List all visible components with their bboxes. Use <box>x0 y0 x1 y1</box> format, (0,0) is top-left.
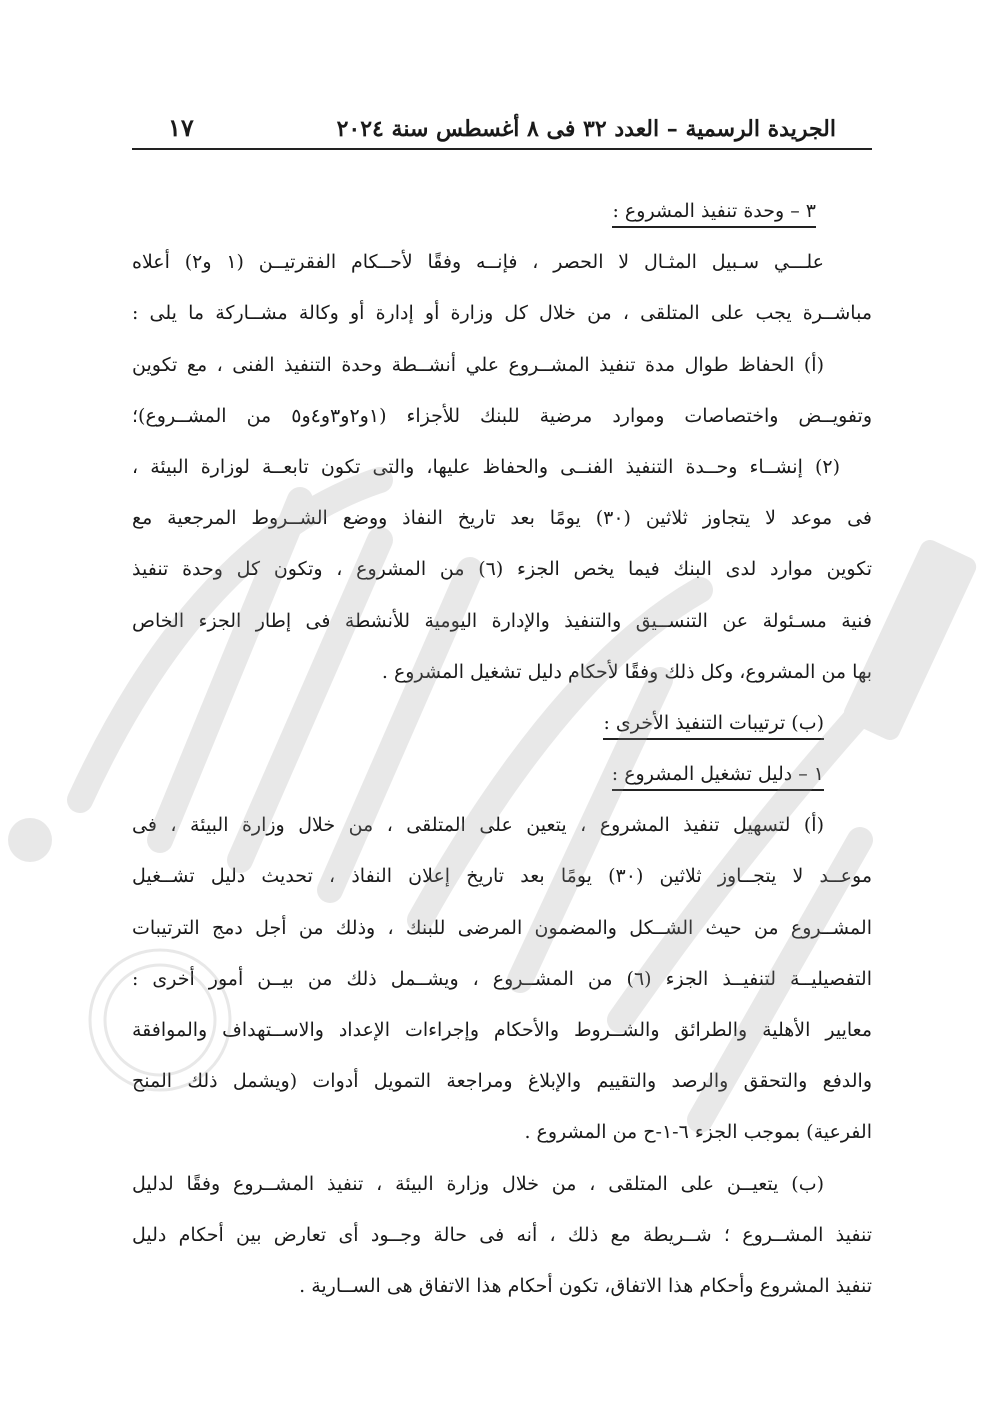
watermark-dot <box>8 818 52 862</box>
gazette-title: الجريدة الرسمية – العدد ٣٢ فى ٨ أغسطس سنة ٢٠٢٤ <box>336 116 836 142</box>
text-line: (أ) الحفاظ طوال مدة تنفيذ المشــروع علي أنشــطة وحدة التنفيذ الفنى ، مع تكوين <box>132 353 824 376</box>
text-line: (أ) لتسهيل تنفيذ المشروع ، يتعين على المتلقى ، من خلال وزارة البيئة ، فى <box>132 814 824 837</box>
heading-text: (ب) ترتيبات التنفيذ الأخرى : <box>603 712 824 740</box>
body-text <box>132 186 872 1312</box>
text-line: تكوين موارد لدى البنك فيما يخص الجزء (٦) من المشروع ، وتكون كل وحدة تنفيذ <box>132 558 872 581</box>
text-line: تنفيذ المشروع وأحكام هذا الاتفاق، تكون أحكام هذا الاتفاق هى الســارية . <box>299 1274 872 1297</box>
page-number: ١٧ <box>168 113 194 142</box>
text-line: علـــي سـبيل المثـال لا الحصر ، فإنــه وفقًا لأحــكام الفقرتيــن (١ و٢) أعلاه <box>132 251 824 274</box>
text-line: فى موعد لا يتجاوز ثلاثين (٣٠) يومًا بعد تاريخ النفاذ ووضع الشــروط المرجعية مع <box>132 507 872 530</box>
text-line: وتفويــض واختصاصات وموارد مرضية للبنك للأجزاء (١و٢و٣و٤و٥ من المشــروع)؛ <box>132 404 872 427</box>
heading-text: ٣ – وحدة تنفيذ المشروع : <box>612 200 816 228</box>
text-line: معايير الأهلية والطرائق والشــروط والأحكام وإجراءات الإعداد والاســتهداف والموافقة <box>132 1019 872 1041</box>
text-line: فنية مسـئولة عن التنســيق والتنفيذ والإدارة اليومية للأنشطة فى إطار الجزء الخاص <box>132 609 872 632</box>
document-page <box>132 108 872 1328</box>
text-line: المشــروع من حيث الشــكل والمضمون المرضى للبنك ، وذلك من أجل دمج الترتيبات <box>132 916 872 939</box>
page-header <box>132 108 872 150</box>
text-line: والدفع والتحقق والرصد والتقييم والإبلاغ ومراجعة التمويل أدوات (ويشمل ذلك المنح <box>132 1070 872 1093</box>
text-line: موعــد لا يتجــاوز ثلاثين (٣٠) يومًا بعد تاريخ إعلان النفاذ ، تحديث دليل تشــغيل <box>132 865 872 888</box>
text-line: (ب) يتعيــن على المتلقى ، من خلال وزارة البيئة ، تنفيذ المشــروع وفقًا لدليل <box>132 1172 824 1195</box>
text-line: تنفيذ المشــروع ؛ شــريطة مع ذلك ، أنه فى حالة وجــود أى تعارض بين أحكام دليل <box>132 1223 872 1246</box>
subsection-heading <box>132 749 872 800</box>
subsection-heading <box>132 698 872 749</box>
text-line: (٢) إنشــاء وحــدة التنفيذ الفنــى والحفاظ عليها، والتى تكون تابعــة لوزارة البيئة ، <box>132 455 840 478</box>
text-line: الفرعية) بموجب الجزء ٦-١-ح من المشروع . <box>524 1121 872 1144</box>
text-line: التفصيليــة لتنفيــذ الجزء (٦) من المشــروع ، ويشــمل ذلك من بيــن أمور أخرى : <box>132 967 872 990</box>
text-line: بها من المشروع، وكل ذلك وفقًا لأحكام دليل تشغيل المشروع . <box>381 660 872 683</box>
heading-text: ١ – دليل تشغيل المشروع : <box>612 763 824 791</box>
section-heading <box>132 186 872 237</box>
text-line: مباشــرة يجب على المتلقى ، من خلال كل وزارة أو إدارة أو وكالة مشــاركة ما يلى : <box>132 302 872 325</box>
